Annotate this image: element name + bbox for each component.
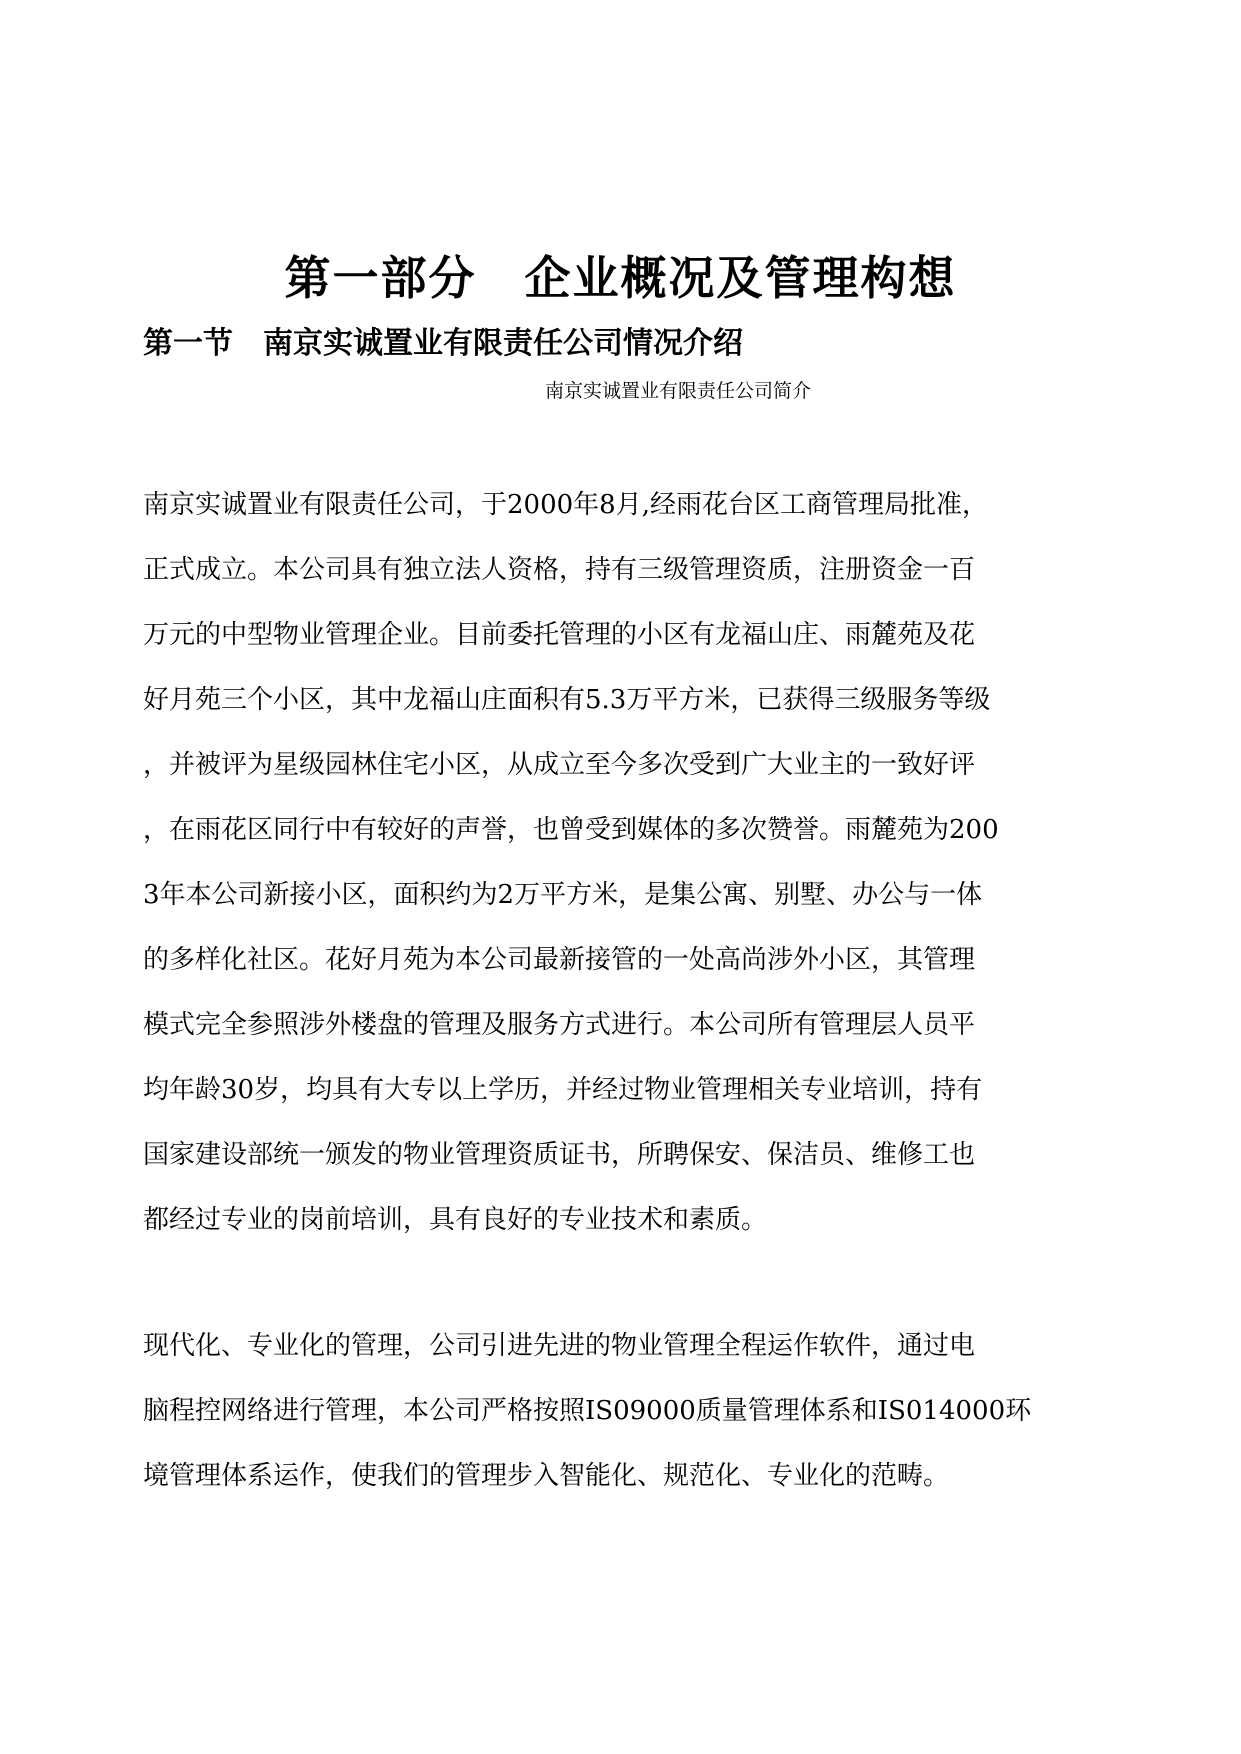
management-paragraph — [143, 1314, 1031, 1509]
paragraph-line: ，并被评为星级园林住宅小区，从成立至今多次受到广大业主的一致好评 — [143, 750, 976, 780]
paragraph-line: 南京实诚置业有限责任公司，于2000年8月,经雨花台区工商管理局批准， — [143, 490, 988, 520]
paragraph-line: 3年本公司新接小区，面积约为2万平方米，是集公寓、别墅、办公与一体 — [143, 880, 983, 910]
paragraph-line: 均年龄30岁，均具有大专以上学历，并经过物业管理相关专业培训，持有 — [143, 1075, 983, 1105]
paragraph-line: 的多样化社区。花好月苑为本公司最新接管的一处高尚涉外小区，其管理 — [143, 945, 976, 975]
paragraph-line: 国家建设部统一颁发的物业管理资质证书，所聘保安、保洁员、维修工也 — [143, 1140, 976, 1170]
paragraph-line: ，在雨花区同行中有较好的声誉，也曾受到媒体的多次赞誉。雨麓苑为200 — [143, 815, 999, 845]
paragraph-line: 现代化、专业化的管理，公司引进先进的物业管理全程运作软件，通过电 — [143, 1331, 976, 1361]
section-title: 第一节 南京实诚置业有限责任公司情况介绍 — [143, 326, 743, 361]
paragraph-line: 正式成立。本公司具有独立法人资格，持有三级管理资质，注册资金一百 — [143, 555, 976, 585]
part-title: 第一部分 企业概况及管理构想 — [284, 251, 957, 305]
paragraph-line: 脑程控网络进行管理，本公司严格按照IS09000质量管理体系和IS014000环 — [143, 1396, 1032, 1426]
paragraph-line: 好月苑三个小区，其中龙福山庄面积有5.3万平方米，已获得三级服务等级 — [143, 685, 991, 715]
paragraph-line: 模式完全参照涉外楼盘的管理及服务方式进行。本公司所有管理层人员平 — [143, 1010, 976, 1040]
paragraph-line: 境管理体系运作，使我们的管理步入智能化、规范化、专业化的范畴。 — [143, 1461, 950, 1491]
paragraph-line: 都经过专业的岗前培训，具有良好的专业技术和素质。 — [143, 1205, 768, 1235]
paragraph-line: 万元的中型物业管理企业。目前委托管理的小区有龙福山庄、雨麓苑及花 — [143, 620, 976, 650]
subtitle: 南京实诚置业有限责任公司简介 — [545, 380, 812, 402]
company-intro-paragraph — [143, 473, 999, 1253]
